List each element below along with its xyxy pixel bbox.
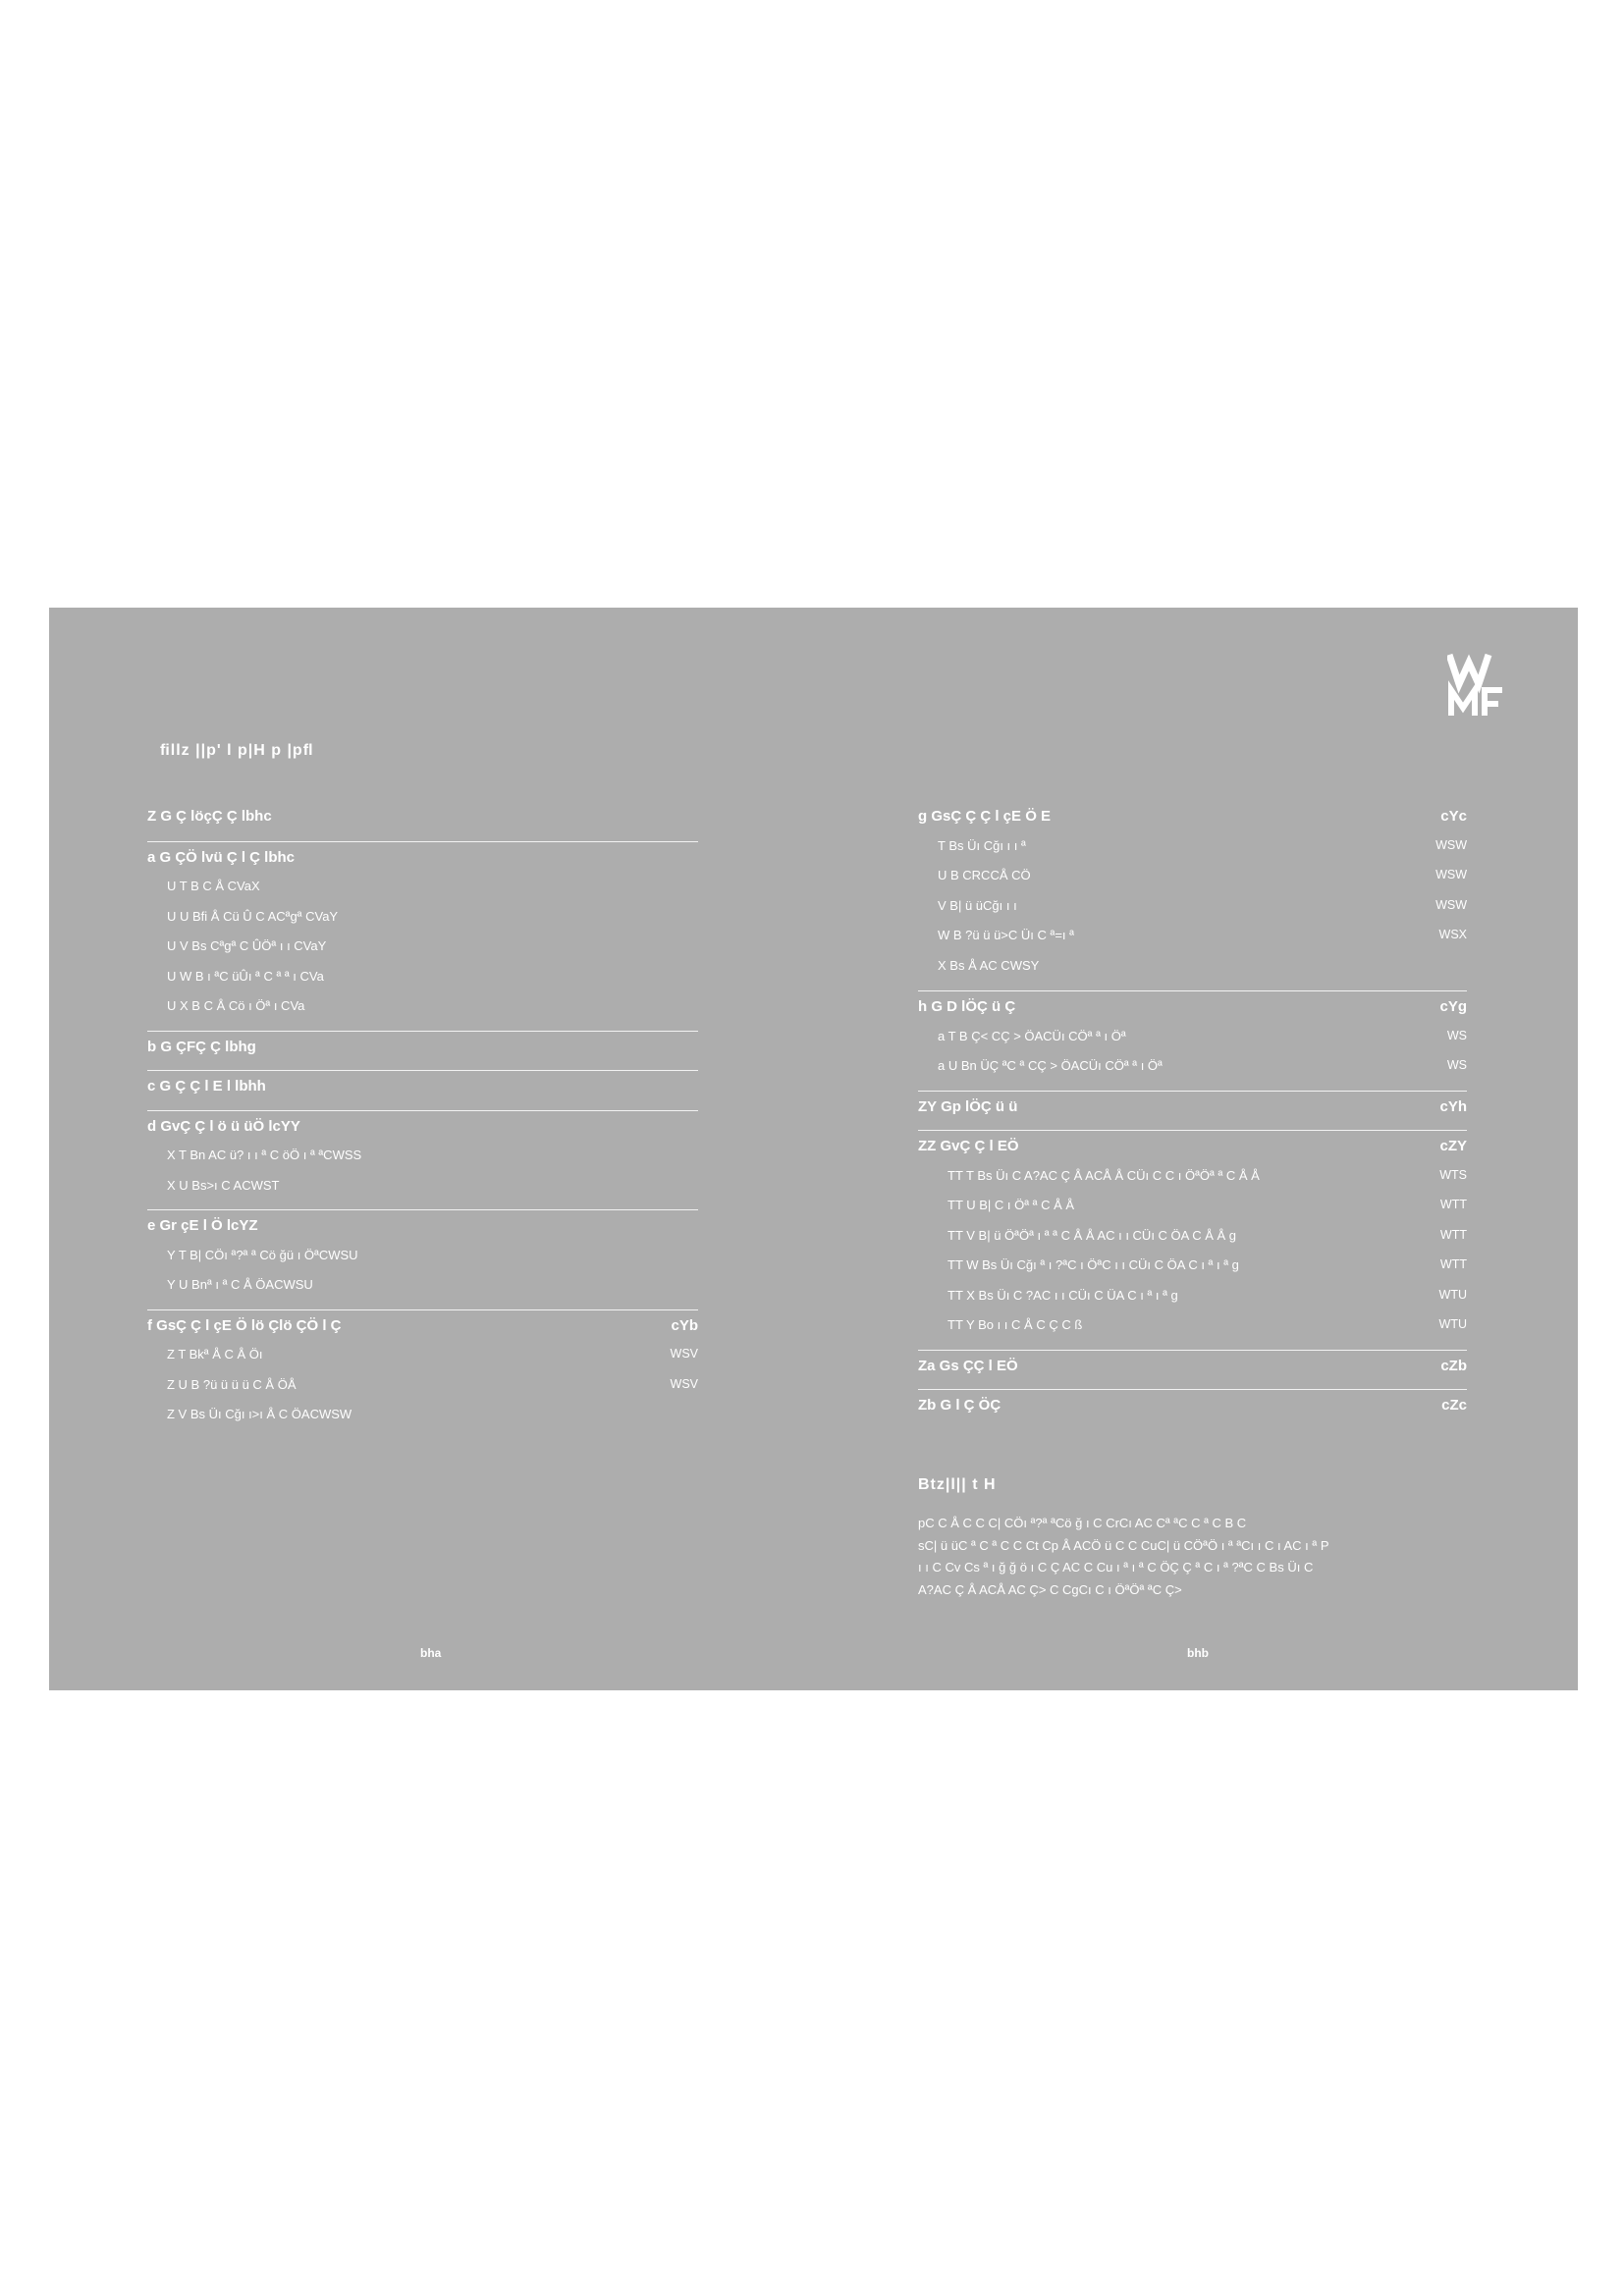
toc-entry-page: WTS <box>1439 1167 1467 1182</box>
toc-entry <box>918 991 1467 1022</box>
toc-section <box>918 990 1467 1082</box>
toc-entry-page: WTT <box>1439 1257 1467 1271</box>
note-heading: Btz|l|| t H <box>918 1476 997 1493</box>
toc-entry <box>147 1210 698 1241</box>
toc-subentry <box>147 1141 698 1171</box>
note-line: sC| ü üC ª C ª C C Ct Cp Å ACÖ ü C C CuC| ü CÖªÖ ı ª ªCı ı C ı AC ı ª P <box>918 1537 1329 1553</box>
toc-entry-page: cZc <box>1441 1397 1467 1414</box>
toc-entry <box>147 1111 698 1142</box>
toc-section <box>918 1091 1467 1122</box>
toc-entry-page: cYg <box>1439 998 1467 1015</box>
toc-entry-page: WSV <box>670 1376 698 1391</box>
toc-entry-title: Z V Bs Üı Cğı ı>ı Å C ÖACWSW <box>167 1407 352 1421</box>
toc-entry-title: d GvÇ Ç l ö ü üÖ lcYY <box>147 1117 300 1135</box>
document-spread <box>49 608 1578 1690</box>
toc-entry-title: X Bs Å AC CWSY <box>938 957 1040 973</box>
toc-subentry <box>147 1241 698 1271</box>
toc-section <box>147 1070 698 1101</box>
toc-entry-title: ZZ GvÇ Ç l EÖ <box>918 1138 1019 1154</box>
toc-entry-title: TT X Bs Üı C ?AC ı ı CÜı C ÜA C ı ª ı ª g <box>947 1287 1178 1303</box>
toc-subentry <box>147 1340 698 1370</box>
toc-subentry <box>918 1191 1467 1221</box>
toc-entry-page: WTT <box>1439 1198 1467 1211</box>
toc-subentry <box>147 872 698 902</box>
toc-subentry <box>147 1400 698 1430</box>
toc-subentry <box>147 1370 698 1401</box>
toc-entry-title: TT T Bs Üı C A?AC Ç Å ACÅ Å CÜı C C ı ÖªÖª ª C Å Å <box>947 1167 1260 1183</box>
toc-entry-title: a G ÇÖ lvü Ç l Ç lbhc <box>147 848 296 866</box>
toc-subentry <box>918 1310 1467 1341</box>
toc-subentry <box>147 962 698 992</box>
toc-entry-title: h G D lÖÇ ü Ç <box>918 998 1016 1015</box>
toc-entry <box>918 801 1467 831</box>
toc-entry-title: Y T B| CÖı ª?ª ª Cö ğü ı ÖªCWSU <box>167 1247 358 1262</box>
page-number-right: bhb <box>1187 1646 1209 1660</box>
toc-entry-title: U W B ı ªC üÛı ª C ª ª ı CVa <box>167 968 324 984</box>
toc-subentry <box>918 1022 1467 1052</box>
toc-entry-page: WTT <box>1439 1227 1467 1242</box>
toc-subentry <box>147 932 698 962</box>
toc-entry-title: e Gr çE l Ö lcYZ <box>147 1217 258 1234</box>
toc-entry-title: ZY Gp lÖÇ ü ü <box>918 1097 1018 1115</box>
toc-entry-title: a U Bn ÜÇ ªC ª CÇ > ÖACÜı CÖª ª ı Öª <box>938 1058 1163 1073</box>
toc-section <box>147 841 698 1022</box>
toc-section <box>918 1130 1467 1341</box>
toc-entry-title: U X B C Å Cö ı Öª ı CVa <box>167 998 305 1013</box>
toc-entry-title: Zb G l Ç ÖÇ <box>918 1397 1001 1414</box>
toc-entry-title: X T Bn AC ü? ı ı ª C öÖ ı ª ªCWSS <box>167 1148 362 1162</box>
toc-entry-title: U U Bﬁ Å Cü Û C ACªgª CVaY <box>167 908 339 924</box>
toc-entry <box>147 1032 698 1062</box>
toc-subentry <box>147 1270 698 1301</box>
toc-section <box>147 1110 698 1201</box>
toc-entry <box>147 1310 698 1341</box>
toc-section <box>147 1209 698 1301</box>
toc-entry-title: Z T Bkª Å C Å Öı <box>167 1347 263 1362</box>
toc-entry-title: TT Y Bo ı ı C Å C Ç C ß <box>947 1317 1083 1332</box>
toc-entry-title: T Bs Üı Cğı ı ı ª <box>938 837 1026 853</box>
toc-subentry <box>918 891 1467 922</box>
toc-entry-title: X U Bs>ı C ACWST <box>167 1177 280 1193</box>
toc-entry-title: W B ?ü ü ü>C Üı C ª=ı ª <box>938 928 1074 942</box>
toc-entry <box>918 1092 1467 1122</box>
note-line: A?AC Ç Å ACÅ AC Ç> C CgCı C ı ÖªÖª ªC Ç> <box>918 1581 1182 1597</box>
toc-entry-title: U T B C Å CVaX <box>167 879 260 893</box>
toc-entry <box>147 1071 698 1101</box>
note-line: ı ı C Cv Cs ª ı ğ ğ ö ı C Ç AC C Cu ı ª ı ª C ÖÇ Ç ª C ı ª ?ªC C Bs Üı C <box>918 1560 1314 1575</box>
toc-entry-page: WTU <box>1438 1287 1467 1302</box>
toc-entry-page: cYh <box>1439 1097 1467 1115</box>
toc-entry <box>147 842 698 873</box>
toc-subentry <box>918 1281 1467 1311</box>
toc-entry-page: WSW <box>1435 868 1467 881</box>
toc-section <box>147 801 698 831</box>
toc-section <box>918 1350 1467 1381</box>
toc-entry-title: Z G Ç löçÇ Ç lbhc <box>147 808 272 825</box>
wmf-logo-icon <box>1447 651 1508 720</box>
toc-entry <box>918 1351 1467 1381</box>
toc-entry-title: Z U B ?ü ü ü ü C Å ÖÅ <box>167 1376 297 1392</box>
toc-entry <box>918 1131 1467 1161</box>
toc-entry-page: WS <box>1446 1028 1467 1042</box>
toc-subentry <box>918 951 1467 982</box>
left-page-heading: ﬁllz ||p' l p|H p |pﬂ <box>160 742 314 759</box>
toc-entry-title: b G ÇFÇ Ç lbhg <box>147 1038 256 1055</box>
toc-entry-title: U B CRCCÅ CÖ <box>938 868 1031 882</box>
toc-section <box>918 1389 1467 1420</box>
toc-entry-page: cZY <box>1439 1138 1467 1154</box>
toc-subentry <box>918 861 1467 891</box>
note-paragraph <box>918 1513 1468 1601</box>
toc-entry-title: V B| ü üCğı ı ı <box>938 897 1017 913</box>
toc-entry-title: Za Gs ÇÇ l EÖ <box>918 1357 1018 1374</box>
toc-entry-page: cYb <box>671 1316 698 1334</box>
toc-entry-title: TT V B| ü ÖªÖª ı ª ª C Å Å AC ı ı CÜı C ÖA C Å Å g <box>947 1227 1237 1243</box>
toc-entry-title: c G Ç Ç l E l lbhh <box>147 1078 266 1095</box>
toc-subentry <box>918 921 1467 951</box>
note-line: pC C Å C C C| CÖı ª?ª ªCö ğ ı C CrCı AC Cª ªC C ª C B C <box>918 1516 1247 1530</box>
toc-entry-title: U V Bs Cªgª C ÛÖª ı ı CVaY <box>167 938 327 953</box>
toc-entry-title: f GsÇ Ç l çE Ö lö Çlö ÇÖ l Ç <box>147 1316 342 1334</box>
toc-section <box>918 801 1467 981</box>
toc-subentry <box>918 831 1467 862</box>
toc-subentry <box>918 1051 1467 1082</box>
toc-entry <box>918 1390 1467 1420</box>
toc-subentry <box>918 1221 1467 1252</box>
page-number-left: bha <box>420 1646 442 1660</box>
toc-entry-title: Y U Bnª ı ª C Å ÖACWSU <box>167 1277 313 1292</box>
toc-entry-page: WSX <box>1438 928 1467 941</box>
toc-subentry <box>918 1161 1467 1192</box>
toc-entry-page: cZb <box>1440 1357 1467 1374</box>
toc-entry-page: WSW <box>1435 837 1467 852</box>
toc-section <box>147 1309 698 1430</box>
toc-entry-page: WS <box>1446 1058 1467 1072</box>
toc-entry-title: TT W Bs Üı Cğı ª ı ?ªC ı ÖªC ı ı CÜı C ÖA C ı ª ı ª g <box>947 1257 1239 1272</box>
toc-subentry <box>918 1251 1467 1281</box>
toc-entry-page: cYc <box>1440 808 1467 825</box>
toc-entry-page: WSV <box>670 1347 698 1361</box>
toc-section <box>147 1031 698 1062</box>
toc-entry-title: a T B Ç< CÇ > ÖACÜı CÖª ª ı Öª <box>938 1028 1126 1043</box>
toc-entry <box>147 801 698 831</box>
toc-entry-title: g GsÇ Ç Ç l çE Ö E <box>918 808 1052 825</box>
toc-entry-page: WTU <box>1438 1317 1467 1331</box>
toc-entry-page: WSW <box>1435 897 1467 912</box>
toc-subentry <box>147 1171 698 1201</box>
toc-subentry <box>147 902 698 933</box>
toc-entry-title: TT U B| C ı Öª ª C Å Å <box>947 1198 1075 1212</box>
toc-subentry <box>147 991 698 1022</box>
